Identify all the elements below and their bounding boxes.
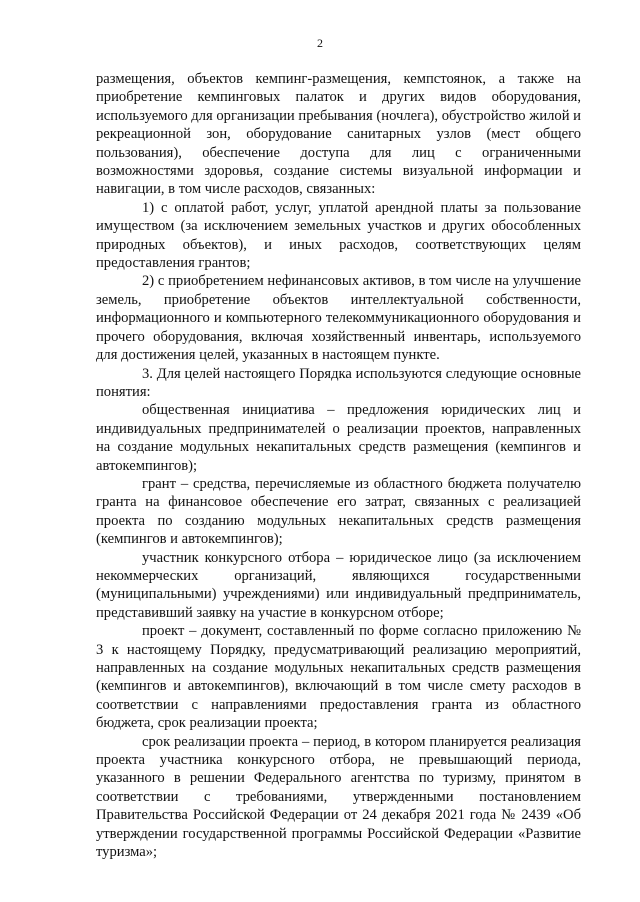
paragraph: проект – документ, составленный по форме согласно приложению № 3 к настоящему Порядку, предусматривающий реализацию мероприятий, направленных на создание модульных некапитальных средств размещения (кемпингов и автокемпингов), включающий в том числе смету расходов в соответствии с направлениями предоставления гранта из областного бюджета, срок реализации проекта;: [96, 623, 581, 732]
paragraph: размещения, объектов кемпинг-размещения, кемпстоянок, а также на приобретение кемпинговых палаток и других видов оборудования, используемого для организации пребывания (ночлега), обустройство жилой и рекреационной зон, оборудование санитарных узлов (мест общего пользования), обеспечение доступа для лиц с ограниченными возможностями здоровья, создание системы визуальной информации и навигации, в том числе расходов, связанных:: [96, 71, 581, 198]
paragraph: 2) с приобретением нефинансовых активов, в том числе на улучшение земель, приобретение объектов интеллектуальной собственности, информационного и компьютерного телекоммуникационного оборудования и прочего оборудования, включая хозяйственный инвентарь, используемого для достижения целей, указанных в настоящем пункте.: [96, 273, 581, 364]
paragraph: грант – средства, перечисляемые из областного бюджета получателю гранта на финансовое обеспечение его затрат, связанных с реализацией проекта по созданию модульных некапитальных средств размещения (кемпингов и автокемпингов);: [96, 475, 581, 548]
paragraph: 1) с оплатой работ, услуг, уплатой арендной платы за пользование имуществом (за исключением земельных участков и других обособленных природных объектов), и иных расходов, соответствующих целям предоставления грантов;: [96, 199, 581, 272]
paragraph: участник конкурсного отбора – юридическое лицо (за исключением некоммерческих организаций, являющихся государственными (муниципальными) учреждениями) или индивидуальный предприниматель, представивший заявку на участие в конкурсном отборе;: [96, 549, 581, 621]
paragraph: срок реализации проекта – период, в котором планируется реализация проекта участника конкурсного отбора, не превышающий периода, указанного в решении Федерального агентства по туризму, принятом в соответствии с требованиями, утвержденными постановлением Правительства Российской Федерации от 24 декабря 2021 года № 2439 «Об утверждении государственной программы Российской Федерации «Развитие туризма»;: [96, 733, 581, 861]
paragraph: общественная инициатива – предложения юридических лиц и индивидуальных предпринимателей о реализации проектов, направленных на создание модульных некапитальных средств размещения (кемпингов и автокемпингов);: [96, 402, 581, 474]
document-body: [96, 70, 581, 861]
page-number: 2: [317, 36, 323, 50]
paragraph: 3. Для целей настоящего Порядка используются следующие основные понятия:: [96, 365, 581, 400]
